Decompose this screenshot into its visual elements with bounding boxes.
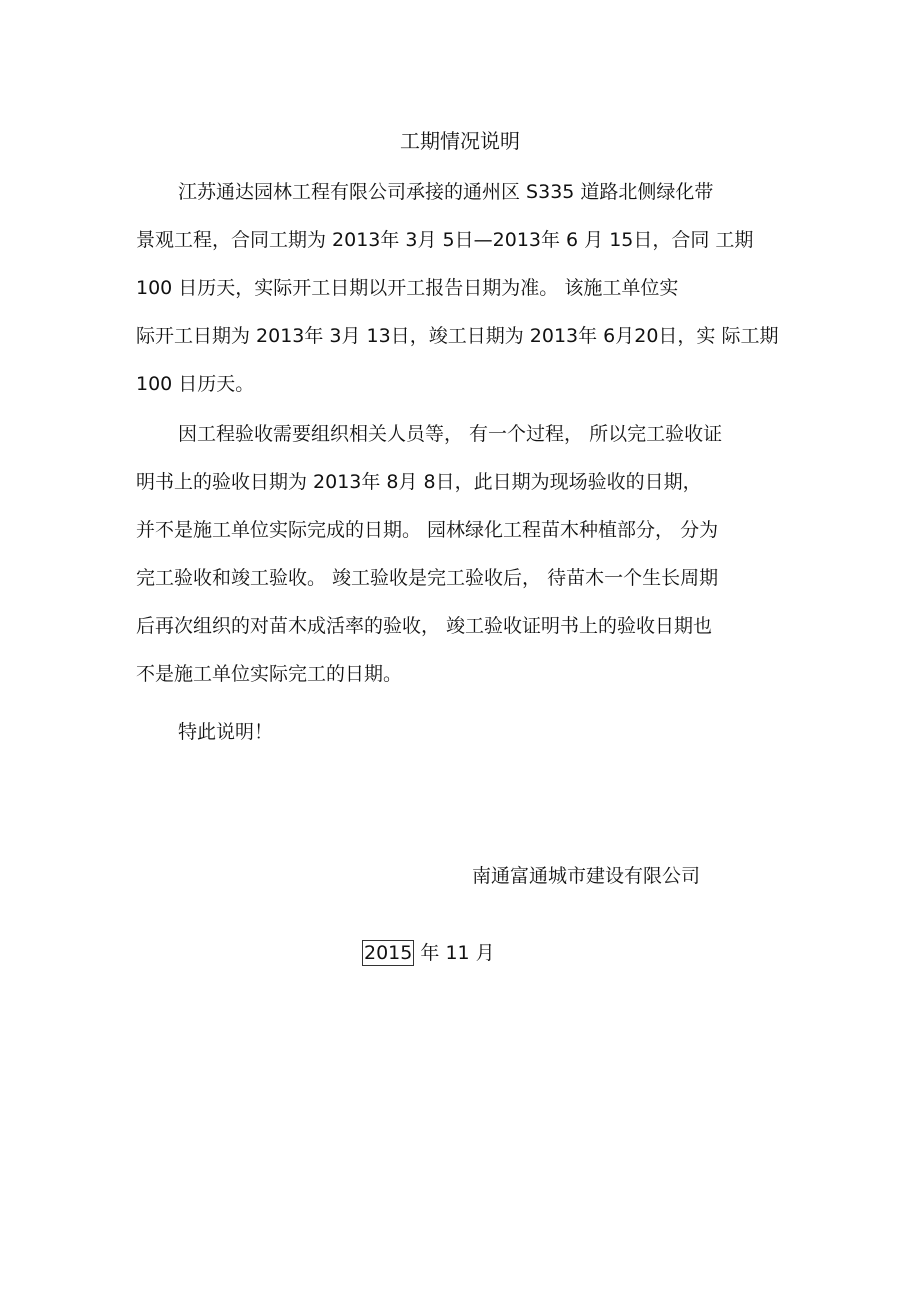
paragraph-2-line-1: 因工程验收需要组织相关人员等， 有一个过程， 所以完工验收证: [178, 423, 723, 445]
signature-date: [362, 940, 495, 966]
paragraph-1-line-1: 江苏通达园林工程有限公司承接的通州区 S335 道路北侧绿化带: [178, 181, 714, 203]
signature-month: 年 11 月: [414, 942, 495, 964]
paragraph-1-line-2: 景观工程，合同工期为 2013年 3月 5日—2013年 6 月 15日，合同 工期: [136, 229, 754, 251]
paragraph-2-line-5: 后再次组织的对苗木成活率的验收， 竣工验收证明书上的验收日期也: [136, 615, 713, 637]
closing-statement: 特此说明！: [178, 721, 274, 743]
signature-year: 2015: [364, 942, 413, 964]
paragraph-1-line-5: 100 日历天。: [136, 373, 255, 395]
document-title: 工期情况说明: [400, 129, 520, 153]
paragraph-2-line-3: 并不是施工单位实际完成的日期。 园林绿化工程苗木种植部分， 分为: [136, 519, 719, 541]
signature-company: 南通富通城市建设有限公司: [472, 865, 701, 887]
paragraph-2-line-6: 不是施工单位实际完工的日期。: [136, 663, 403, 685]
paragraph-1-line-3: 100 日历天，实际开工日期以开工报告日期为准。 该施工单位实: [136, 277, 679, 299]
paragraph-2-line-2: 明书上的验收日期为 2013年 8月 8日，此日期为现场验收的日期，: [136, 471, 702, 493]
paragraph-2-line-4: 完工验收和竣工验收。 竣工验收是完工验收后， 待苗木一个生长周期: [136, 567, 719, 589]
paragraph-1-line-4: 际开工日期为 2013年 3月 13日，竣工日期为 2013年 6月20日，实 际工期: [136, 325, 779, 347]
